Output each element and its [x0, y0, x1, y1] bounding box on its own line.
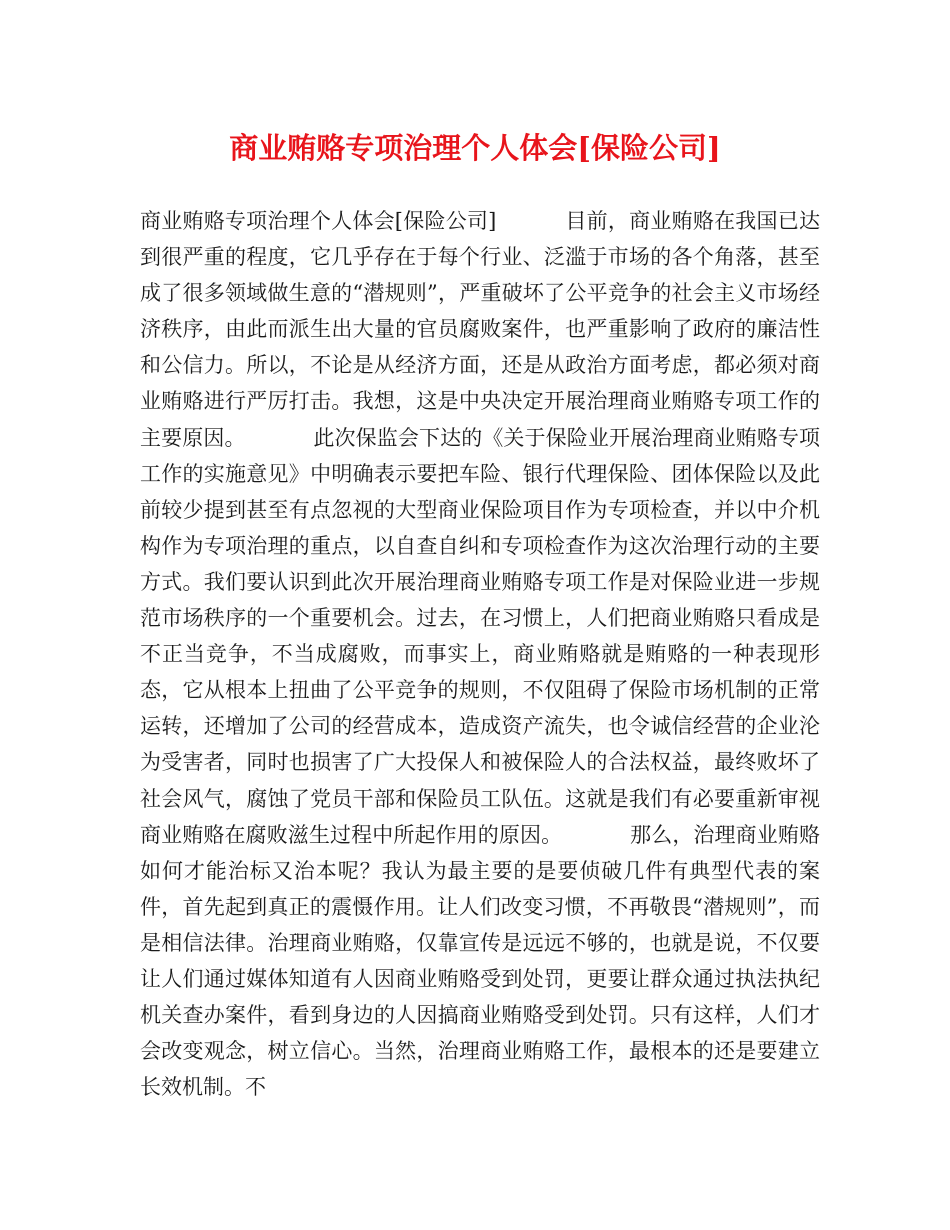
document-title: 商业贿赂专项治理个人体会[保险公司]	[229, 131, 721, 165]
document-body: 商业贿赂专项治理个人体会[保险公司] 目前，商业贿赂在我国已达到很严重的程度，它几乎存在于每个行业、泛滥于市场的各个角落，甚至成了很多领域做生意的“潜规则”，严重破坏了公平竞争的社会主义市场经济秩序，由此而派生出大量的官员腐败案件，也严重影响了政府的廉洁性和公信力。所以，不论是从经济方面，还是从政治方面考虑，都必须对商业贿赂进行严厉打击。我想，这是中央决定开展治理商业贿赂专项工作的主要原因。 此次保监会下达的《关于保险业开展治理商业贿赂专项工作的实施意见》中明确表示要把车险、银行代理保险、团体保险以及此前较少提到甚至有点忽视的大型商业保险项目作为专项检查，并以中介机构作为专项治理的重点，以自查自纠和专项检查作为这次治理行动的主要方式。我们要认识到此次开展治理商业贿赂专项工作是对保险业进一步规范市场秩序的一个重要机会。过去，在习惯上，人们把商业贿赂只看成是不正当竞争，不当成腐败，而事实上，商业贿赂就是贿赂的一种表现形态，它从根本上扭曲了公平竞争的规则，不仅阻碍了保险市场机制的正常运转，还增加了公司的经营成本，造成资产流失，也令诚信经营的企业沦为受害者，同时也损害了广大投保人和被保险人的合法权益，最终败坏了社会风气，腐蚀了党员干部和保险员工队伍。这就是我们有必要重新审视商业贿赂在腐败滋生过程中所起作用的原因。 那么，治理商业贿赂如何才能治标又治本呢？我认为最主要的是要侦破几件有典型代表的案件，首先起到真正的震慑作用。让人们改变习惯，不再敬畏“潜规则”，而是相信法律。治理商业贿赂，仅靠宣传是远远不够的，也就是说，不仅要让人们通过媒体知道有人因商业贿赂受到处罚，更要让群众通过执法执纪机关查办案件，看到身边的人因搞商业贿赂受到处罚。只有这样，人们才会改变观念，树立信心。当然，治理商业贿赂工作，最根本的还是要建立长效机制。不	[140, 209, 820, 1100]
